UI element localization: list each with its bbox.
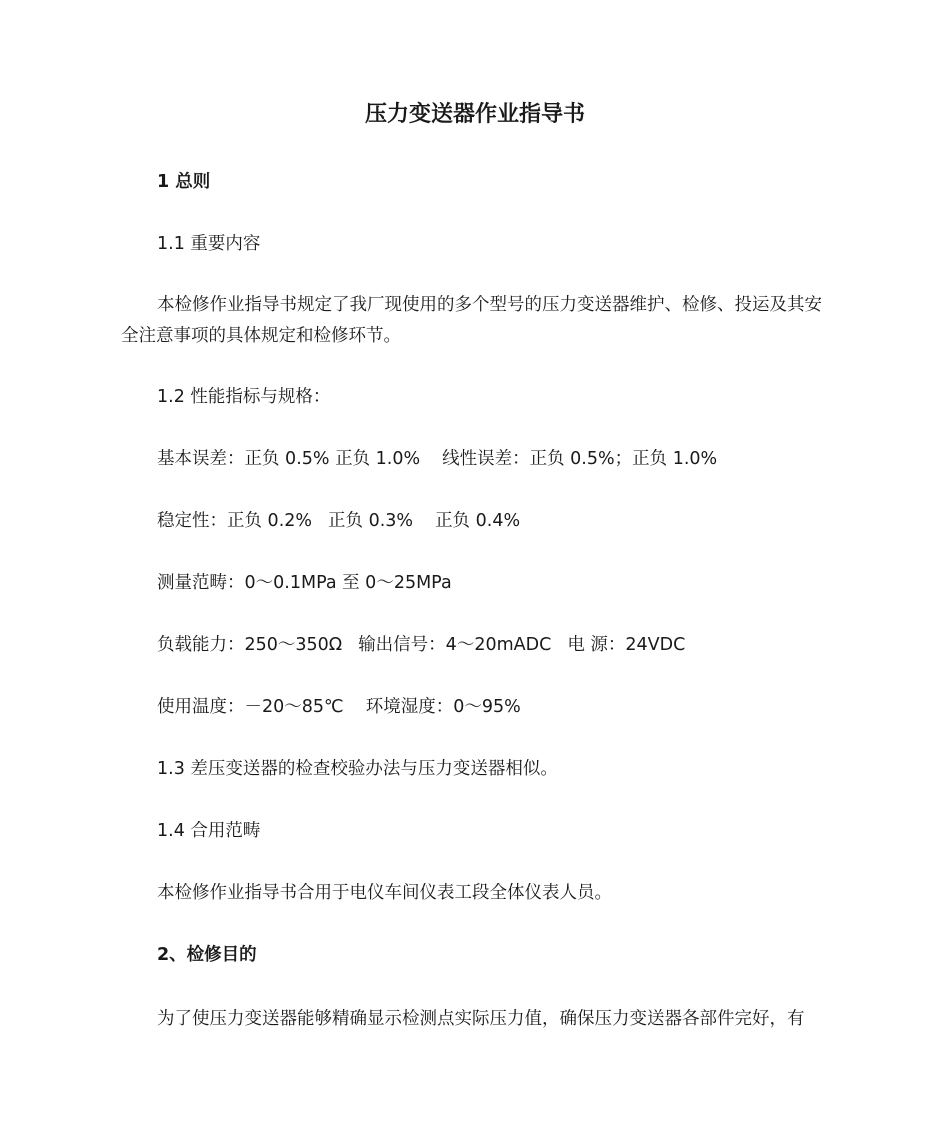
section-1-3-text: 1.3 差压变送器的检查校验办法与压力变送器相似。 [157,759,558,779]
document-title: 压力变送器作业指导书 [364,102,585,127]
spec-power: 电 源：24VDC [567,635,686,655]
spec-temp-line [157,694,521,720]
spec-load: 负载能力：250～350Ω [157,635,343,655]
spec-temp: 使用温度：－20～85℃ [157,697,344,717]
spec-load-line [157,632,685,658]
section-1-4-text: 本检修作业指导书合用于电仪车间仪表工段全体仪表人员。 [157,883,612,903]
spec-stability-line [157,508,520,534]
section-2-heading: 2、检修目的 [157,945,257,965]
section-1-1-paragraph: 本检修作业指导书规定了我厂现使用的多个型号的压力变送器维护、检修、投运及其安全注意事项的具体规定和检修环节。 [121,295,822,346]
spec-stability-3: 正负 0.4% [435,511,521,531]
spec-humidity: 环境湿度：0～95% [365,697,521,717]
section-1-1-heading: 1.1 重要内容 [157,234,261,254]
spec-stability-1: 稳定性：正负 0.2% [157,511,313,531]
spec-output: 输出信号：4～20mADC [358,635,552,655]
section-1-2-heading: 1.2 性能指标与规格： [157,387,331,407]
section-2-text: 为了使压力变送器能够精确显示检测点实际压力值，确保压力变送器各部件完好，有 [157,1009,805,1029]
section-1-heading: 1 总则 [157,172,211,192]
spec-linear-error: 线性误差：正负 0.5%；正负 1.0% [442,449,718,469]
spec-range-line: 测量范畴：0～0.1MPa 至 0～25MPa [157,573,452,593]
section-1-4-heading: 1.4 合用范畴 [157,821,261,841]
spec-basic-error: 基本误差：正负 0.5% 正负 1.0% [157,449,421,469]
spec-stability-2: 正负 0.3% [328,511,414,531]
spec-error-line [157,446,717,472]
